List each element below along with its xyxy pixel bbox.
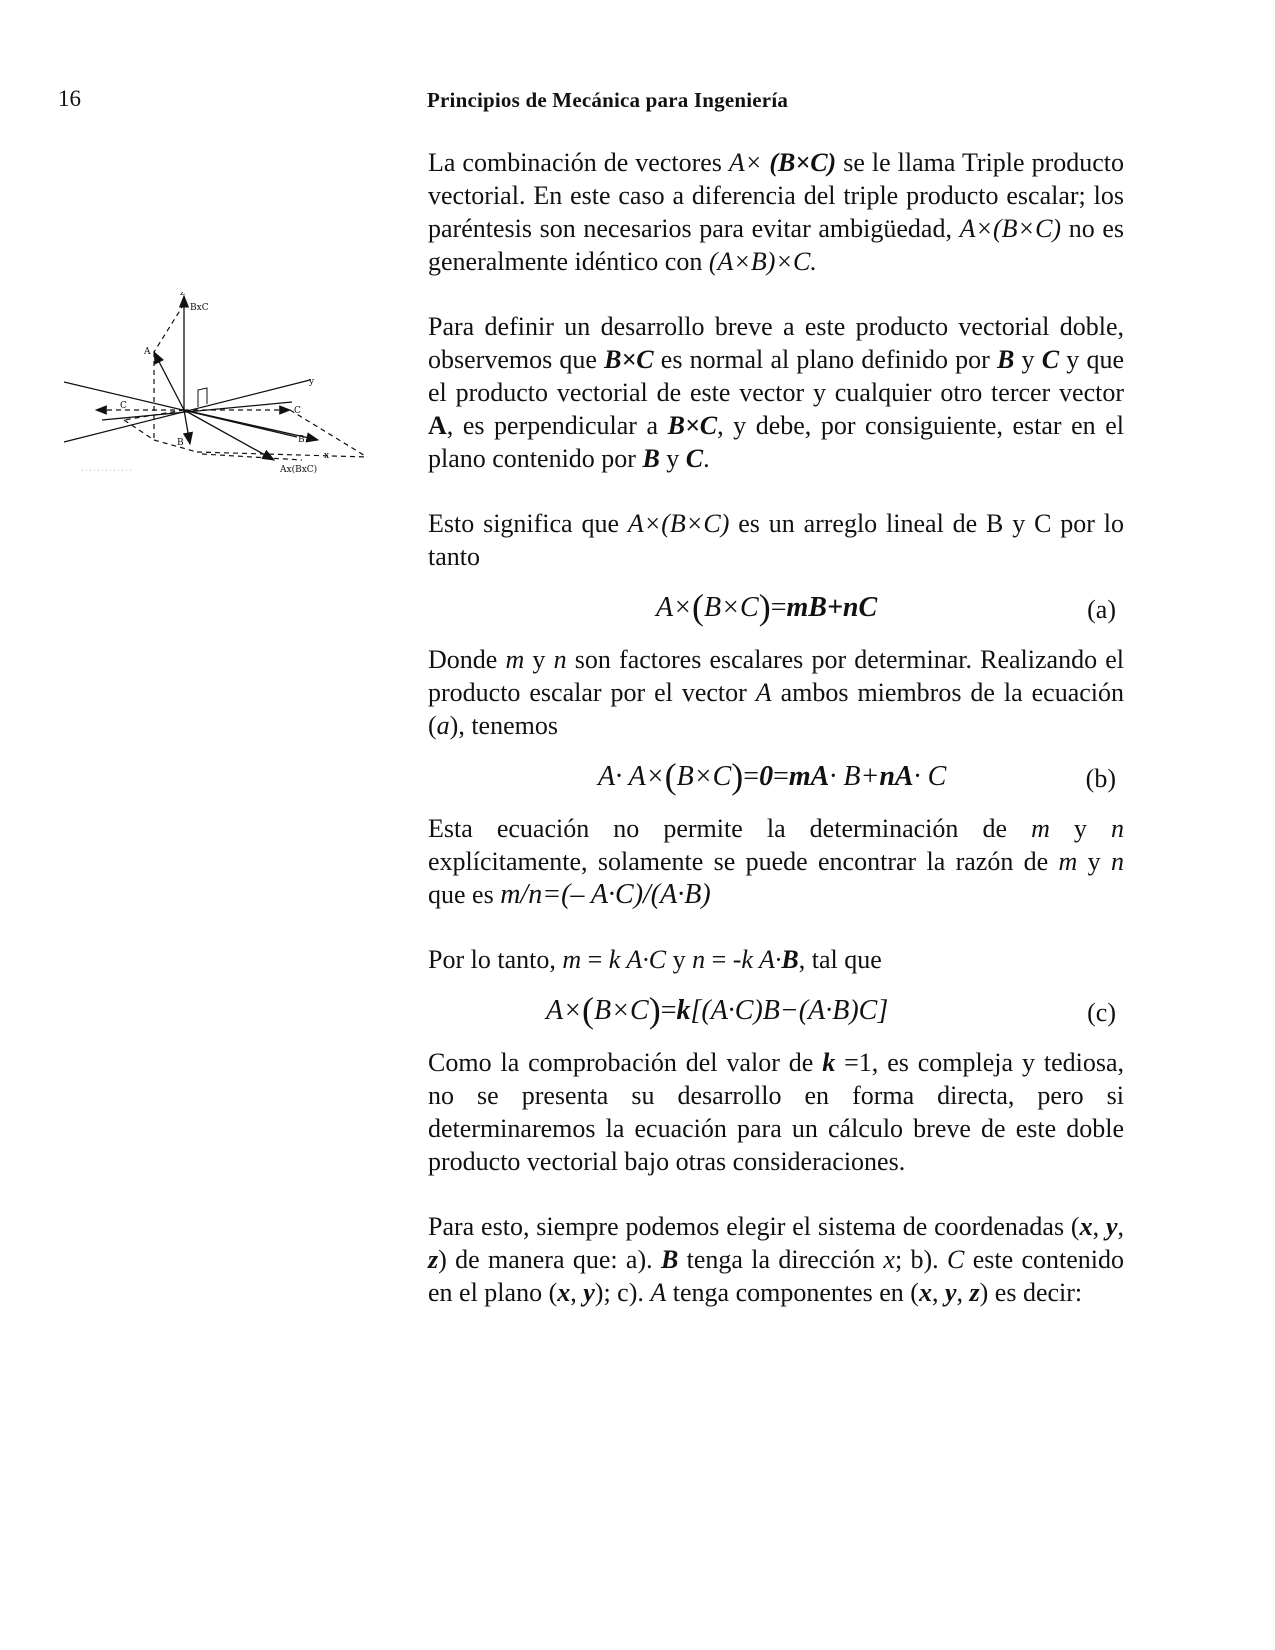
paragraph-development: Para definir un desarrollo breve a este producto vectorial doble, observemos que B×C es normal al plano definido por B y C y que el producto vectorial de este vector y cualquier otro tercer vector A, es perpendicular a B×C, y debe, por consiguiente, estar en el plano contenido por B y C. [428, 312, 1124, 473]
equation-a-row [428, 585, 1124, 633]
label-z: z [180, 292, 185, 298]
vector-diagram [62, 292, 392, 502]
label-bxc: BxC [190, 303, 209, 313]
paragraph-coordinate-system: Para esto, siempre podemos elegir el sistema de coordenadas (x, y, z) de manera que: a). B tenga la dirección x; b). C este contenido en el plano (x, y); c). A tenga componentes en (x, y, z) es decir: [428, 1212, 1125, 1307]
vector-b-short [184, 410, 190, 444]
paragraph-k-value: Como la comprobación del valor de k =1, es compleja y tediosa, no se presenta su desarrollo en forma directa, pero si determinaremos la ecuación para un cálculo breve de este doble producto vectorial bajo otras consideraciones. [428, 1048, 1125, 1176]
running-header: Principios de Mecánica para Ingeniería [427, 88, 789, 112]
equation-a-label: (a) [1087, 595, 1116, 624]
label-c-neg: C [120, 401, 127, 411]
dashed-bxc-guide [154, 304, 184, 352]
equation-c-label: (c) [1087, 998, 1116, 1027]
label-y: y [309, 377, 315, 387]
paragraph-triple-product: La combinación de vectores A× (B×C) se le llama Triple producto vectorial. En este caso a diferencia del triple producto escalar; los paréntesis son necesarios para evitar ambigüedad, A×(B×C) no es generalmente idéntico con (A×B)×C. [428, 148, 1124, 276]
label-axbxc: Ax(BxC) [280, 465, 318, 475]
dashed-base-2 [197, 452, 367, 457]
label-c-pos: C [294, 406, 301, 416]
vector-diagram-figure [62, 292, 392, 502]
label-b-right: B [298, 435, 305, 445]
label-a: A [144, 347, 151, 357]
right-angle-mark [198, 388, 207, 407]
paragraph-ratio: Esta ecuación no permite la determinación de m y n explícitamente, solamente se puede encontrar la razón de m y n que es m/n=(– A·C)/(A·B) [428, 814, 1125, 910]
paragraph-therefore: Por lo tanto, m = k A·C y n = -k A·B, tal que [428, 945, 882, 974]
label-x: x [324, 451, 330, 461]
equation-b-row [428, 754, 1124, 802]
body-column [428, 146, 1124, 1309]
paragraph-linear-combination: Esto significa que A×(B×C) es un arreglo lineal de B y C por lo tanto [428, 509, 1124, 571]
equation-c-row [428, 988, 1124, 1036]
vector-a [154, 352, 184, 410]
equation-b-label: (b) [1085, 764, 1116, 793]
dashed-side [290, 410, 367, 457]
page-number: 16 [58, 86, 81, 111]
paragraph-scalar-factors: Donde m y n son factores escalares por determinar. Realizando el producto escalar por el vector A ambos miembros de la ecuación (a), tenemos [428, 645, 1125, 740]
equation-b: A· A×(B×C)=0=mA· B+nA· C [598, 756, 947, 796]
label-b-left: B [177, 438, 184, 448]
equation-c: A×(B×C)=k[(A·C)B−(A·B)C] [546, 990, 889, 1030]
equation-a: A×(B×C)=mB+nC [656, 587, 878, 627]
dashed-base-1 [154, 440, 197, 452]
